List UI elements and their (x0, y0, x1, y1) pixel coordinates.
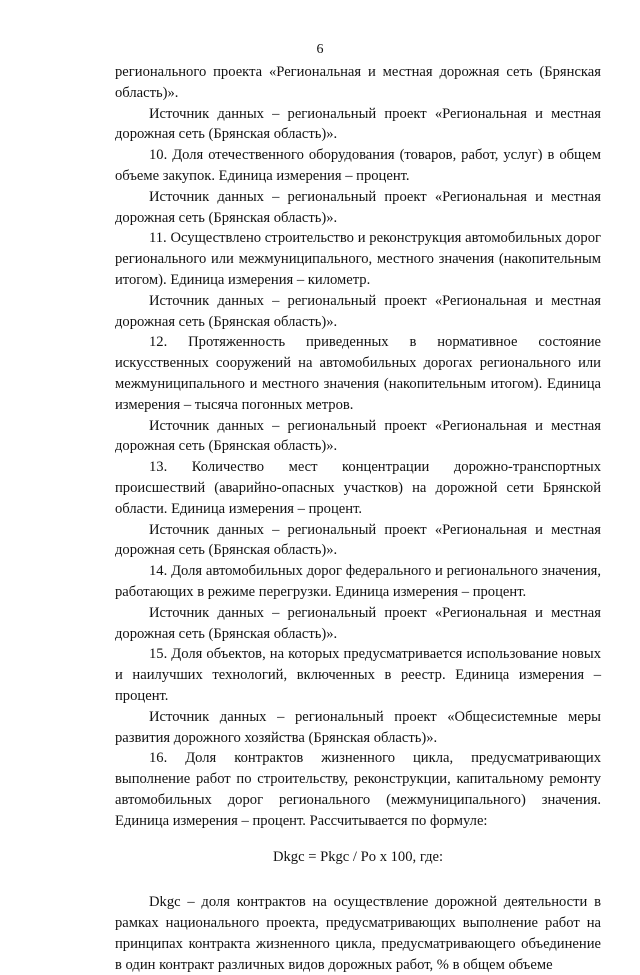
paragraph-item-13: 13. Количество мест концентрации дорожно-транспортных происшествий (аварийно-опасных участков) на дорожной сети Брянской области. Единица измерения – процент. (115, 459, 601, 517)
paragraph-definition: Dkgc – доля контрактов на осуществление дорожной деятельности в рамках национального проекта, предусматривающих выполнение работ на принципах контракта жизненного цикла, предусматривающего объединение в один контракт различных видов дорожных работ, % в общем объеме (115, 894, 601, 973)
paragraph-source: Источник данных – региональный проект «Региональная и местная дорожная сеть (Брянская область)». (115, 292, 601, 330)
paragraph-item-11: 11. Осуществлено строительство и реконструкция автомобильных дорог регионального или межмуниципального, местного значения (накопительным итогом). Единица измерения – километр. (115, 230, 601, 288)
document-body (115, 62, 601, 975)
paragraph-source: Источник данных – региональный проект «Региональная и местная дорожная сеть (Брянская область)». (115, 105, 601, 143)
paragraph-item-15: 15. Доля объектов, на которых предусматривается использование новых и наилучших технологий, включенных в реестр. Единица измерения – процент. (115, 646, 601, 704)
paragraph-source: Источник данных – региональный проект «Региональная и местная дорожная сеть (Брянская область)». (115, 521, 601, 559)
formula: Dkgc = Pkgc / Po х 100, где: (272, 849, 444, 866)
spacer (115, 884, 601, 892)
paragraph-item-14: 14. Доля автомобильных дорог федерального и регионального значения, работающих в режиме перегрузки. Единица измерения – процент. (115, 563, 601, 600)
paragraph-source: Источник данных – региональный проект «Общесистемные меры развития дорожного хозяйства (Брянская область)». (115, 708, 601, 746)
paragraph-item-16: 16. Доля контрактов жизненного цикла, предусматривающих выполнение работ по строительству, реконструкции, капитальному ремонту автомобильных дорог регионального (межмуниципального) значения. Единица измерения – процент. Рассчитывается по формуле: (115, 750, 601, 829)
paragraph-item-12: 12. Протяженность приведенных в нормативное состояние искусственных сооружений на автомобильных дорогах регионального или межмуниципального и местного значения (накопительным итогом). Единица измерения – тысяча погонных метров. (115, 334, 601, 413)
paragraph-source: Источник данных – региональный проект «Региональная и местная дорожная сеть (Брянская область)». (115, 604, 601, 642)
page-number: 6 (316, 42, 324, 57)
paragraph-source: Источник данных – региональный проект «Региональная и местная дорожная сеть (Брянская область)». (115, 417, 601, 455)
paragraph-source: Источник данных – региональный проект «Региональная и местная дорожная сеть (Брянская область)». (115, 188, 601, 226)
paragraph-item-10: 10. Доля отечественного оборудования (товаров, работ, услуг) в общем объеме закупок. Единица измерения – процент. (115, 147, 601, 184)
paragraph-continuation: регионального проекта «Региональная и местная дорожная сеть (Брянская область)». (115, 64, 601, 101)
